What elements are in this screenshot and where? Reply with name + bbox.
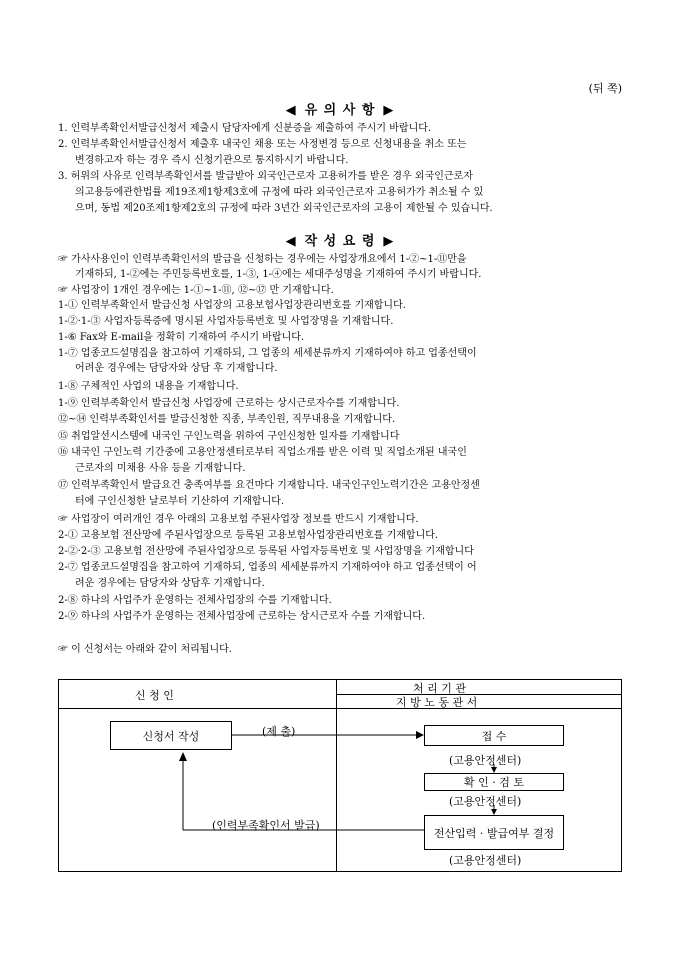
right-triangle-icon: ▶: [383, 103, 395, 118]
center-label-1: (고용안정센터): [449, 754, 522, 767]
guide-line: 2-⑦ 업종코드설명집을 참고하여 기재하되, 업종의 세세분류까지 기재하여야 하고 업종선택이 어: [58, 562, 477, 573]
guide-line: ⑮ 취업알선시스템에 내국인 구인노력을 위하여 구인신청한 일자를 기재합니다: [58, 431, 400, 442]
return-arrow-head: [179, 752, 187, 761]
guide-line: 2-① 고용보험 전산망에 주된사업장으로 등록된 고용보험사업장관리번호를 기재합니다.: [58, 530, 439, 541]
notice-title-text: 유 의 사 항: [304, 103, 376, 118]
guide-line: ⑫~⑭ 인력부족확인서를 발급신청한 직종, 부족인원, 직무내용을 기재합니다.: [58, 414, 396, 425]
guide-line: 2-⑧ 하나의 사업주가 운영하는 전체사업장의 수를 기재합니다.: [58, 595, 332, 606]
notice-item-2-cont: 변경하고자 하는 경우 즉시 신청기관으로 통지하시기 바랍니다.: [75, 155, 349, 166]
guide-line: 근로자의 미채용 사유 등을 기재합니다.: [75, 463, 246, 474]
guide-line: 1-⑥ Fax와 E-mail을 정확히 기재하여 주시기 바랍니다.: [58, 332, 305, 343]
right-triangle-icon: ▶: [383, 234, 395, 249]
left-triangle-icon: ◀: [285, 234, 297, 249]
notice-item-3: 3. 허위의 사유로 인력부족확인서를 발급받아 외국인근로자 고용허가를 받은 경우 외국인근로자: [58, 171, 473, 182]
back-side-label: (뒤 쪽): [588, 82, 622, 95]
col-processing-header: 처 리 기 관: [413, 682, 466, 695]
center-label-3: (고용안정센터): [449, 854, 522, 867]
guide-line: 1-⑨ 인력부족확인서 발급신청 사업장에 근로하는 상시근로자수를 기재합니다.: [58, 398, 400, 409]
guide-line: ⑯ 내국인 구인노력 기간중에 고용안정센터로부터 직업소개를 받은 이력 및 직업소개된 내국인: [58, 447, 467, 458]
col-applicant-header: 신 청 인: [135, 689, 174, 702]
guide-line: 1-⑧ 구체적인 사업의 내용을 기재합니다.: [58, 381, 239, 392]
guide-line: 2-⑨ 하나의 사업주가 운영하는 전체사업장에 근로하는 상시근로자 수를 기재합니다.: [58, 611, 426, 622]
guide-line: ☞ 가사사용인이 인력부족확인서의 발급을 신청하는 경우에는 사업장개요에서 1-②~1-⑪만을: [58, 254, 467, 265]
guide-line: 기재하되, 1-②에는 주민등록번호를, 1-③, 1-④에는 세대주성명을 기재하여 주시기 바랍니다.: [75, 269, 482, 280]
guide-line: 터에 구인신청한 날로부터 기산하여 기재합니다.: [75, 496, 285, 507]
guide-line: ☞ 사업장이 여러개인 경우 아래의 고용보험 주된사업장 정보를 반드시 기재합니다.: [58, 514, 419, 525]
issue-arrow-head: [491, 809, 497, 815]
guide-title-text: 작 성 요 령: [304, 234, 376, 249]
guide-line: 2-②·2-③ 고용보험 전산망에 주된사업장으로 등록된 사업자등록번호 및 사업장명을 기재합니다: [58, 546, 474, 557]
submit-label: (제 출): [262, 725, 296, 738]
notice-item-2: 2. 인력부족확인서발급신청서 제출후 내국인 채용 또는 사정변경 등으로 신청내용을 취소 또는: [58, 139, 467, 150]
guide-line: ☞ 사업장이 1개인 경우에는 1-①~1-⑪, ⑫~⑰ 만 기재합니다.: [58, 285, 334, 296]
write-application-box: 신청서 작성: [110, 721, 232, 750]
guide-line: 려운 경우에는 담당자와 상담후 기재합니다.: [75, 578, 265, 589]
left-triangle-icon: ◀: [285, 103, 297, 118]
review-box: 확 인 · 검 토: [424, 773, 564, 791]
guide-line: 1-②·1-③ 사업자등록증에 명시된 사업자등록번호 및 사업장명을 기재합니다.: [58, 316, 394, 327]
center-label-2: (고용안정센터): [449, 795, 522, 808]
guide-line: 어려운 경우에는 담당자와 상담 후 기재합니다.: [75, 363, 278, 374]
process-note: ☞ 이 신청서는 아래와 같이 처리됩니다.: [58, 644, 232, 655]
receive-box: 접 수: [424, 725, 564, 746]
guide-line: 1-⑦ 업종코드설명집을 참고하여 기재하되, 그 업종의 세세분류까지 기재하여야 하고 업종선택이: [58, 348, 477, 359]
notice-item-3-cont-1: 의고용등에관한법률 제19조제1항제3호에 규정에 따라 외국인근로자 고용허가가 취소될 수 있: [75, 187, 484, 198]
review-arrow-head: [491, 767, 497, 773]
submit-arrow-head: [416, 731, 424, 739]
col-office-header: 지 방 노 동 관 서: [396, 696, 478, 709]
guide-line: ⑰ 인력부족확인서 발급요건 충족여부를 요건마다 기재합니다. 내국인구인노력기간은 고용안정센: [58, 480, 480, 491]
issue-label: (인력부족확인서 발급): [212, 819, 320, 832]
notice-item-1: 1. 인력부족확인서발급신청서 제출시 담당자에게 신분증을 제출하여 주시기 바랍니다.: [58, 123, 432, 134]
guide-line: 1-① 인력부족확인서 발급신청 사업장의 고용보험사업장관리번호를 기재합니다.: [58, 300, 406, 311]
issue-decision-box: 전산입력 · 발급여부 결정: [424, 815, 564, 850]
notice-item-3-cont-2: 으며, 동법 제20조제1항제2호의 규정에 따라 3년간 외국인근로자의 고용이 제한될 수 있습니다.: [75, 203, 493, 214]
